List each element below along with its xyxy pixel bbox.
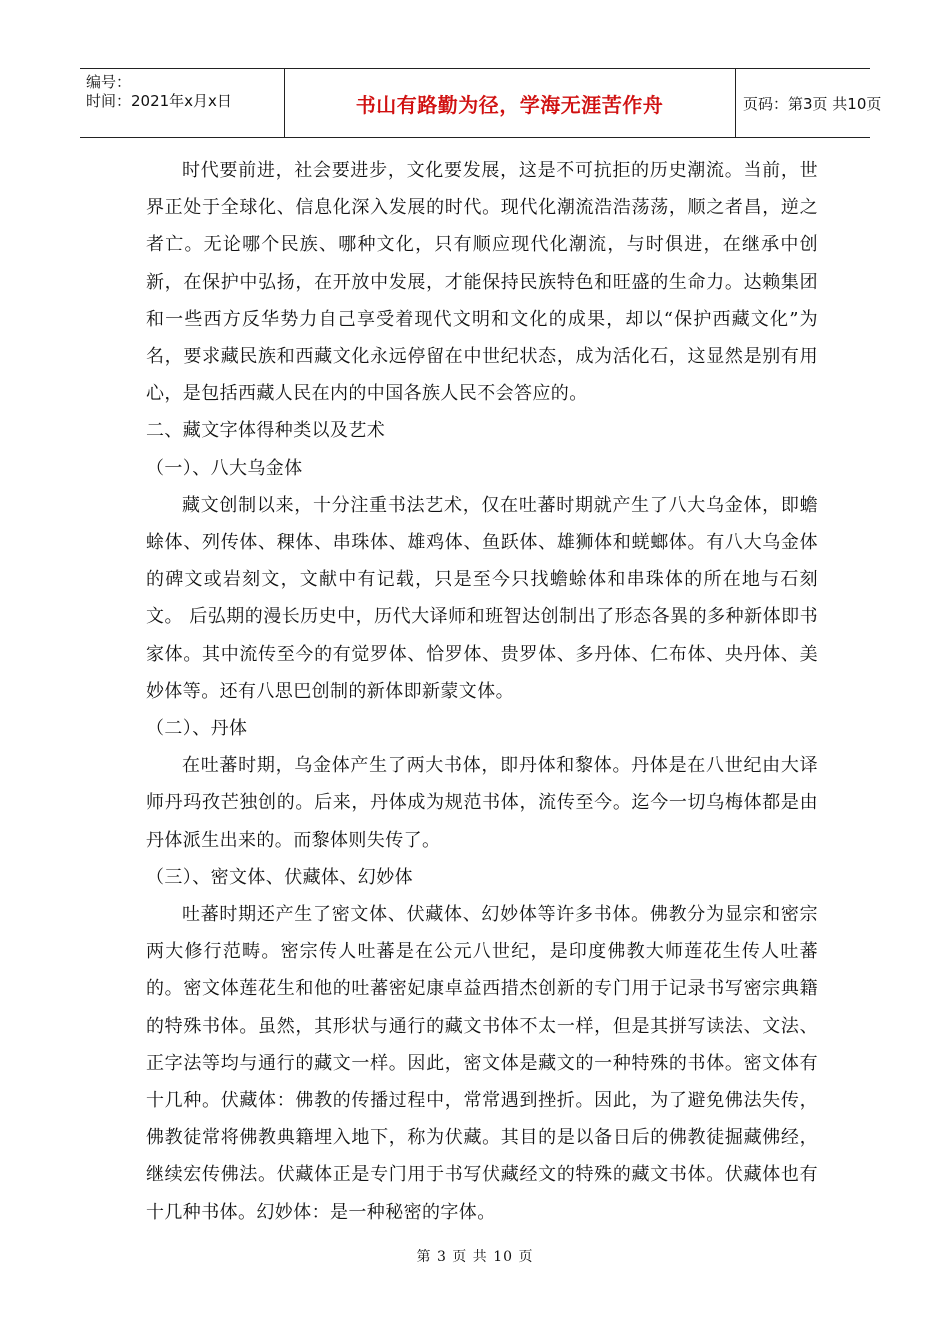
number-label: 编号： xyxy=(86,73,132,91)
subheading-3: （三）、密文体、伏藏体、幻妙体 xyxy=(146,866,413,888)
paragraph-1: 时代要前进，社会要进步，文化要发展，这是不可抗拒的历史潮流。当前，世界正处于全球化、信息化深入发展的时代。现代化潮流浩浩荡荡，顺之者昌，逆之者亡。无论哪个民族、哪种文化，只有顺应现代化潮流，与时俱进，在继承中创新，在保护中弘扬，在开放中发展，才能保持民族特色和旺盛的生命力。达赖集团和一些西方反华势力自己享受着现代文明和文化的成果，却以“保护西藏文化”为名，要求藏民族和西藏文化永远停留在中世纪状态，成为活化石，这显然是别有用心，是包括西藏人民在内的中国各族人民不会答应的。 xyxy=(146,160,818,405)
page-footer: 第 3 页 共 10 页 xyxy=(416,1249,534,1265)
header-page-code: 页码：第3页 共10页 xyxy=(743,94,882,113)
subheading-1: （一）、八大乌金体 xyxy=(146,457,303,479)
paragraph-2: 藏文创制以来，十分注重书法艺术，仅在吐蕃时期就产生了八大乌金体，即蟾蜍体、列传体、稞体、串珠体、雄鸡体、鱼跃体、雄狮体和蜣螂体。有八大乌金体的碑文或岩刻文，文献中有记载，只是至今只找蟾蜍体和串珠体的所在地与石刻文。 后弘期的漫长历史中，历代大译师和班智达创制出了形态各異的多种新体即书家体。其中流传至今的有觉罗体、恰罗体、贵罗体、多丹体、仁布体、央丹体、美妙体等。还有八思巴创制的新体即新蒙文体。 xyxy=(146,494,818,702)
paragraph-3: 在吐蕃时期，乌金体产生了两大书体，即丹体和黎体。丹体是在八世纪由大译师丹玛孜芒独创的。后来，丹体成为规范书体，流传至今。迄今一切乌梅体都是由丹体派生出来的。而黎体则失传了。 xyxy=(146,755,818,851)
header-motto: 书山有路勤为径，学海无涯苦作舟 xyxy=(284,69,736,137)
paragraph-4: 吐蕃时期还产生了密文体、伏藏体、幻妙体等许多书体。佛教分为显宗和密宗两大修行范畴。密宗传人吐蕃是在公元八世纪，是印度佛教大师莲花生传人吐蕃的。密文体莲花生和他的吐蕃密妃康卓益西措杰创新的专门用于记录书写密宗典籍的特殊书体。虽然，其形状与通行的藏文书体不太一样，但是其拼写读法、文法、正字法等均与通行的藏文一样。因此，密文体是藏文的一种特殊的书体。密文体有十几种。伏藏体：佛教的传播过程中，常常遇到挫折。因此，为了避免佛法失传，佛教徒常将佛教典籍埋入地下，称为伏藏。其目的是以备日后的佛教徒掘藏佛经，继续宏传佛法。伏藏体正是专门用于书写伏藏经文的特殊的藏文书体。伏藏体也有十几种书体。幻妙体：是一种秘密的字体。 xyxy=(146,904,818,1223)
date-label: 时间：2021年x月x日 xyxy=(86,92,232,110)
subheading-2: （二）、丹体 xyxy=(146,718,248,740)
section-heading-2: 二、藏文字体得种类以及艺术 xyxy=(146,420,386,442)
document-body xyxy=(146,152,818,1231)
page-header xyxy=(80,68,882,138)
header-info-cell xyxy=(80,69,285,137)
